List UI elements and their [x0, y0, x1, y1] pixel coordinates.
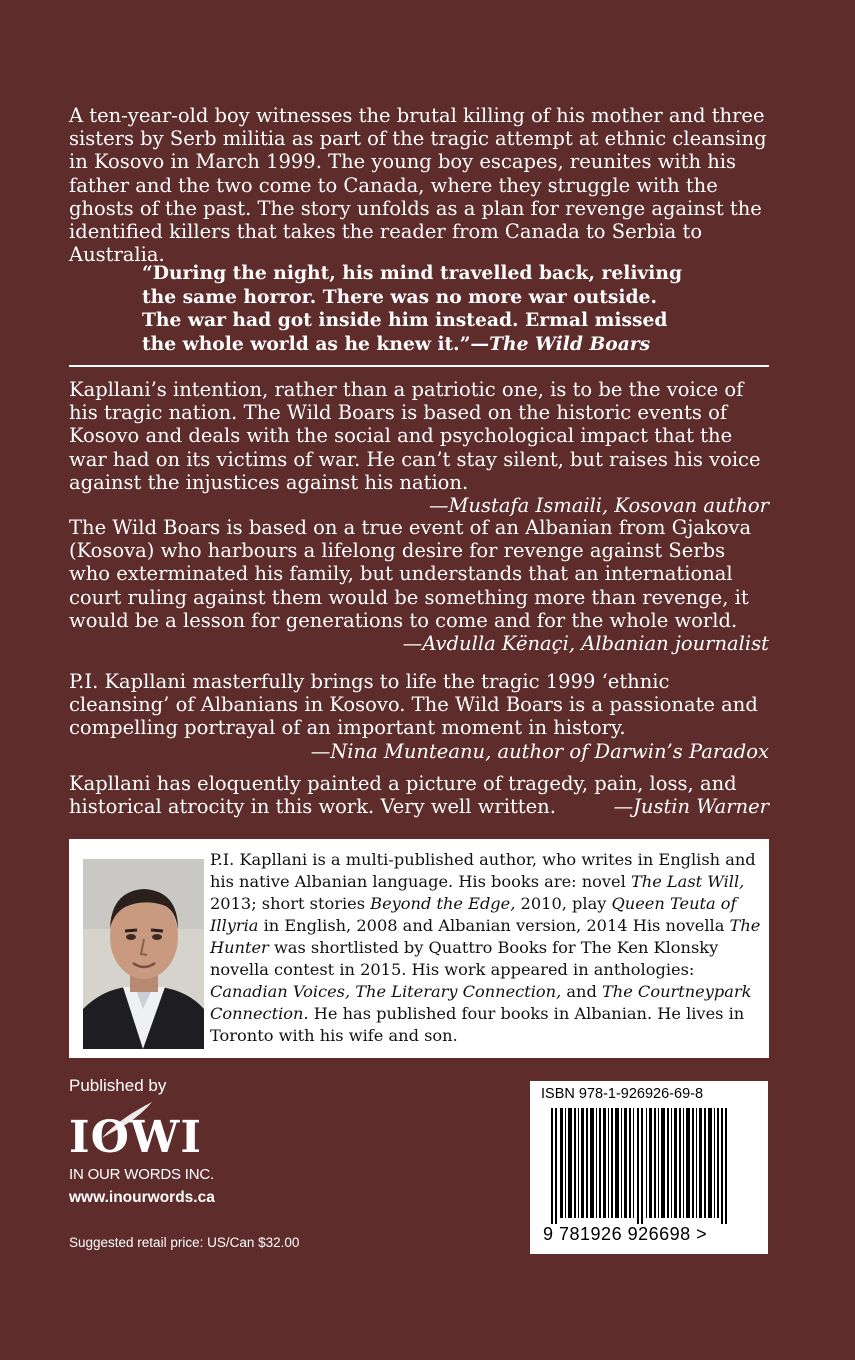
publisher-logo [69, 1104, 219, 1164]
review-3 [69, 670, 769, 763]
review-text: Kapllani has eloquently painted a picture of tragedy, pain, loss, and historical atrocity in this work. Very well written. [69, 772, 737, 819]
bio-title: Queen Teuta of Illyria [210, 894, 737, 935]
bio-text-segment: He has published four books in Albanian. He lives in Toronto with his wife and son. [210, 1004, 745, 1045]
author-photo [83, 859, 204, 1049]
review-2 [69, 516, 769, 655]
barcode-digits: 9 781926 926698 > [543, 1224, 708, 1244]
bio-text-segment: in English, 2008 and Albanian version, 2014 His novella [258, 916, 730, 935]
review-attribution: —Mustafa Ismaili, Kosovan author [428, 494, 769, 518]
bio-text-segment: P.I. Kapllani is a multi-published author, who writes in English and his native Albanian language. His books are: novel [210, 850, 756, 891]
review-text: The Wild Boars is based on a true event of an Albanian from Gjakova (Kosova) who harbours a lifelong desire for revenge against Serbs who exterminated his family, but understands that an international court ruling against them would be something more than revenge, it would be a lesson for generations to come and for the whole world. [69, 516, 752, 632]
bio-text-segment: was shortlisted by Quattro Books for The Ken Klonsky novella contest in 2015. His work appeared in anthologies: [210, 938, 719, 979]
divider [69, 365, 769, 367]
pull-quote-text: “During the night, his mind travelled back, reliving the same horror. There was no more war outside. The war had got inside him instead. Ermal missed the whole world as he knew it.”— [142, 262, 683, 355]
barcode [551, 1108, 751, 1224]
review-attribution: —Nina Munteanu, author of Darwin’s Paradox [310, 739, 769, 763]
bio-text-segment: 2010, play [515, 894, 612, 913]
retail-price: Suggested retail price: US/Can $32.00 [69, 1235, 300, 1250]
bio-title: Beyond the Edge, [370, 894, 516, 913]
pull-quote [142, 262, 702, 356]
synopsis: A ten-year-old boy witnesses the brutal killing of his mother and three sisters by Serb militia as part of the tragic attempt at ethnic cleansing in Kosovo in March 1999. The young boy escapes, reunites with his father and the two come to Canada, where they struggle with the ghosts of the past. The story unfolds as a plan for revenge against the identified killers that takes the reader from Canada to Serbia to Australia. [69, 104, 767, 267]
bio-title: The Last Will, [630, 872, 745, 891]
bio-text-segment: 2013; short stories [210, 894, 371, 913]
publisher-logo-text: IOWI [69, 1112, 202, 1163]
review-text: P.I. Kapllani masterfully brings to life the tragic 1999 ‘ethnic cleansing’ of Albanians in Kosovo. The Wild Boars is a passionate and compelling portrayal of an important moment in history. [69, 670, 758, 740]
review-4 [69, 772, 769, 818]
review-attribution: —Justin Warner [613, 795, 769, 819]
author-bio-box [69, 839, 769, 1058]
bio-title: Canadian Voices, The Literary Connection, [210, 982, 562, 1001]
author-photo-illustration [83, 859, 204, 1049]
author-bio [210, 849, 762, 1047]
bio-text-segment: and [561, 982, 602, 1001]
bio-title: The Hunter [210, 916, 761, 957]
publisher-url: www.inourwords.ca [69, 1189, 215, 1206]
barcode-box [530, 1081, 768, 1254]
pull-quote-source: The Wild Boars [489, 332, 651, 355]
review-1 [69, 378, 769, 517]
review-text: Kapllani’s intention, rather than a patriotic one, is to be the voice of his tragic nation. The Wild Boars is based on the historic events of Kosovo and deals with the social and psychological impact that the war had on its victims of war. He can’t stay silent, but raises his voice against the injustices against his nation. [69, 378, 761, 494]
published-by-label: Published by [69, 1076, 167, 1095]
bio-title: The Courtneypark Connection. [210, 982, 752, 1023]
isbn-text: ISBN 978-1-926926-69-8 [541, 1086, 704, 1102]
publisher-name: IN OUR WORDS INC. [69, 1166, 214, 1183]
publisher-block [69, 1076, 219, 1207]
review-attribution: —Avdulla Kënaçi, Albanian journalist [402, 632, 769, 656]
